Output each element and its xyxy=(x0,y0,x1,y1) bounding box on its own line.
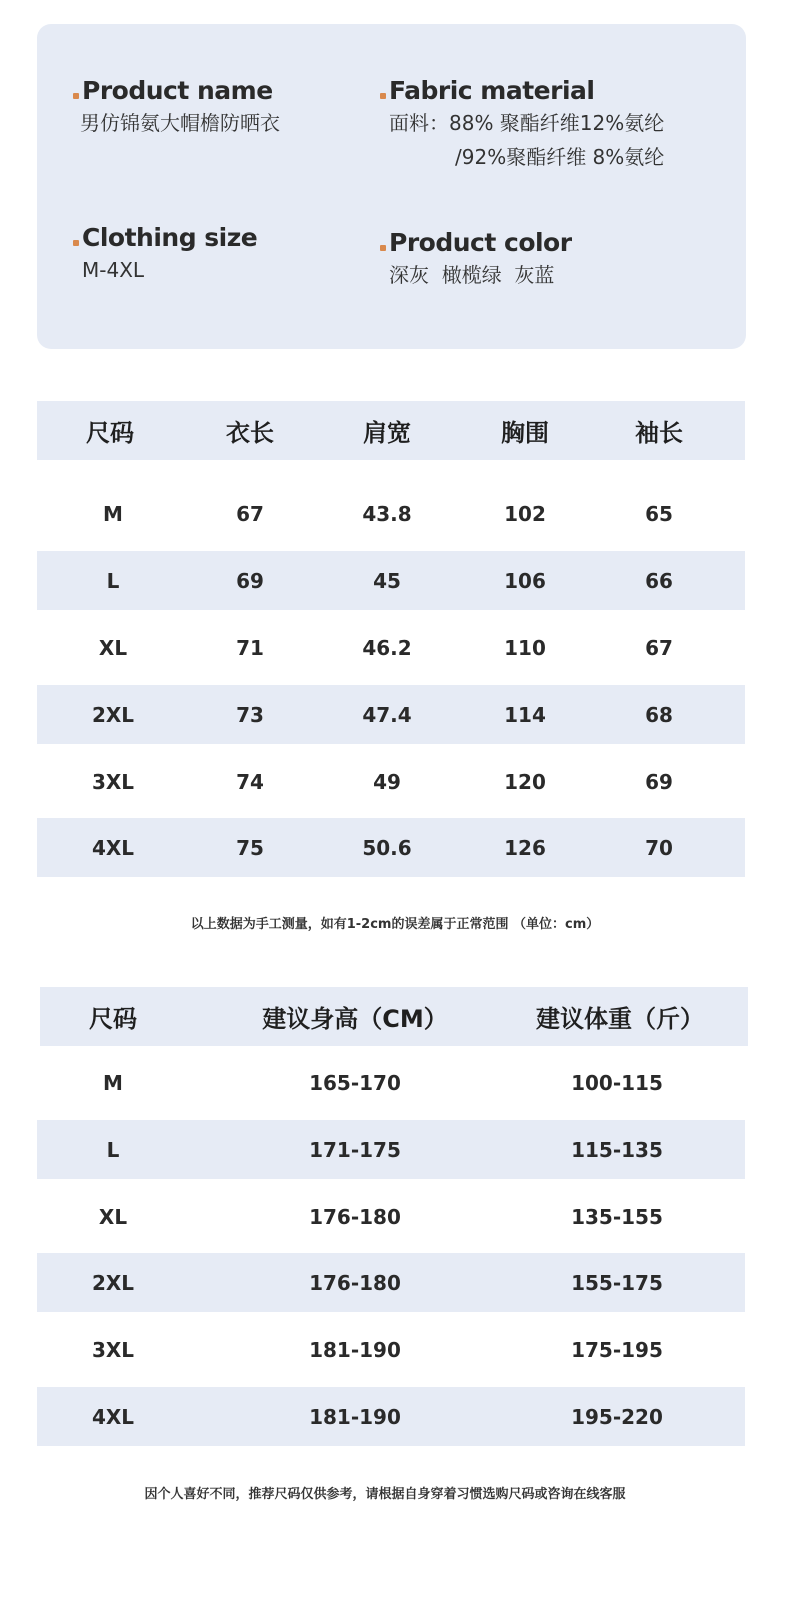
size-cell: XL xyxy=(98,1204,128,1229)
value-cell: 106 xyxy=(504,568,546,593)
size-cell: M xyxy=(103,1070,123,1095)
value-cell: 50.6 xyxy=(362,835,412,860)
value-cell: 73 xyxy=(236,702,264,727)
value-cell: 74 xyxy=(236,769,264,794)
recommendation-note: 因个人喜好不同，推荐尺码仅供参考，请根据自身穿着习惯选购尺码或咨询在线客服 xyxy=(144,1487,626,1502)
table-row xyxy=(37,1120,745,1179)
height-cell: 171-175 xyxy=(309,1137,401,1162)
table-row xyxy=(37,1187,745,1246)
table-row xyxy=(37,818,745,877)
size-table-header xyxy=(37,401,745,460)
bullet-dot-icon xyxy=(380,93,386,99)
size-cell: XL xyxy=(98,635,128,660)
bullet-dot-icon xyxy=(73,93,79,99)
value-cell: 43.8 xyxy=(362,501,412,526)
value-cell: 71 xyxy=(236,635,264,660)
product-name-block xyxy=(73,76,280,140)
table-row xyxy=(37,484,745,543)
value-cell: 110 xyxy=(504,635,546,660)
value-cell: 49 xyxy=(373,769,401,794)
value-cell: 67 xyxy=(645,635,673,660)
table-row xyxy=(37,1320,745,1379)
product-name-title: Product name xyxy=(73,76,280,106)
fabric-material-line1: 面料：88% 聚酯纤维12%氨纶 xyxy=(389,111,665,135)
product-color-block xyxy=(380,228,572,292)
clothing-size-value: M-4XL xyxy=(82,258,145,282)
size-cell: 4XL xyxy=(91,1404,135,1429)
measurement-note: 以上数据为手工测量，如有1-2cm的误差属于正常范围 （单位：cm） xyxy=(190,917,600,932)
height-cell: 181-190 xyxy=(309,1337,401,1362)
recommendation-table xyxy=(37,987,745,1445)
height-cell: 176-180 xyxy=(309,1204,401,1229)
value-cell: 102 xyxy=(504,501,546,526)
bullet-dot-icon xyxy=(73,240,79,246)
weight-cell: 195-220 xyxy=(571,1404,663,1429)
fabric-material-line2: /92%聚酯纤维 8%氨纶 xyxy=(455,145,665,169)
recommendation-table-header xyxy=(40,987,748,1046)
weight-cell: 100-115 xyxy=(571,1070,663,1095)
value-cell: 67 xyxy=(236,501,264,526)
header-cell: 胸围 xyxy=(501,419,549,447)
product-color-value: 深灰 橄榄绿 灰蓝 xyxy=(389,263,555,287)
weight-cell: 155-175 xyxy=(571,1270,663,1295)
weight-cell: 175-195 xyxy=(571,1337,663,1362)
size-table xyxy=(37,401,745,877)
header-cell: 肩宽 xyxy=(363,419,411,447)
header-cell: 袖长 xyxy=(635,419,683,447)
header-cell: 尺码 xyxy=(86,419,134,447)
value-cell: 47.4 xyxy=(362,702,412,727)
height-cell: 181-190 xyxy=(309,1404,401,1429)
fabric-material-block xyxy=(380,76,664,174)
clothing-size-block xyxy=(73,223,257,287)
size-cell: M xyxy=(103,501,123,526)
size-cell: 4XL xyxy=(91,835,135,860)
table-row xyxy=(37,551,745,610)
table-row xyxy=(37,752,745,811)
size-cell: 3XL xyxy=(91,769,135,794)
value-cell: 69 xyxy=(236,568,264,593)
header-cell: 建议身高（CM） xyxy=(262,1005,448,1033)
size-cell: 2XL xyxy=(91,702,135,727)
product-name-value: 男仿锦氨大帽檐防晒衣 xyxy=(80,111,280,135)
clothing-size-title: Clothing size xyxy=(73,223,257,253)
value-cell: 65 xyxy=(645,501,673,526)
weight-cell: 115-135 xyxy=(571,1137,663,1162)
fabric-material-title: Fabric material xyxy=(380,76,664,106)
value-cell: 46.2 xyxy=(362,635,412,660)
value-cell: 68 xyxy=(645,702,673,727)
header-cell: 尺码 xyxy=(89,1005,137,1033)
size-cell: 3XL xyxy=(91,1337,135,1362)
table-row xyxy=(37,618,745,677)
value-cell: 120 xyxy=(504,769,546,794)
value-cell: 69 xyxy=(645,769,673,794)
size-cell: L xyxy=(106,568,120,593)
header-cell: 衣长 xyxy=(226,419,274,447)
height-cell: 165-170 xyxy=(309,1070,401,1095)
value-cell: 126 xyxy=(504,835,546,860)
product-color-title: Product color xyxy=(380,228,572,258)
value-cell: 45 xyxy=(373,568,401,593)
value-cell: 66 xyxy=(645,568,673,593)
table-row xyxy=(37,685,745,744)
size-cell: L xyxy=(106,1137,120,1162)
value-cell: 114 xyxy=(504,702,546,727)
table-row xyxy=(37,1253,745,1312)
size-cell: 2XL xyxy=(91,1270,135,1295)
bullet-dot-icon xyxy=(380,245,386,251)
height-cell: 176-180 xyxy=(309,1270,401,1295)
weight-cell: 135-155 xyxy=(571,1204,663,1229)
product-info-card xyxy=(37,24,746,349)
value-cell: 75 xyxy=(236,835,264,860)
header-cell: 建议体重（斤） xyxy=(536,1005,704,1033)
table-row xyxy=(37,1053,745,1112)
table-row xyxy=(37,1387,745,1446)
value-cell: 70 xyxy=(645,835,673,860)
